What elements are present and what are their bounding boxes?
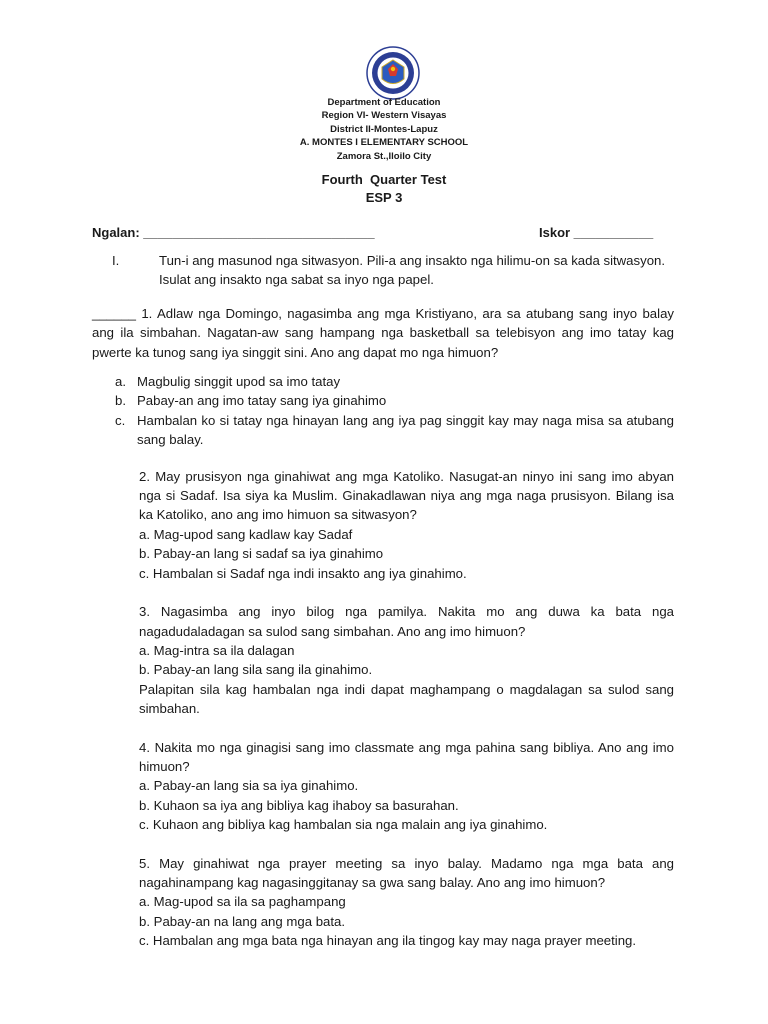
option-b: b. Pabay-an lang sila sang ila ginahimo. (139, 662, 373, 678)
option-c: c. Hambalan ang mga bata nga hinayan ang ila tingog kay may naga prayer meeting. (139, 933, 637, 949)
test-content (92, 251, 674, 970)
option-b: b. Pabay-an na lang ang mga bata. (139, 913, 346, 929)
question-1: ______ 1. Adlaw nga Domingo, nagasimba ang mga Kristiyano, ara sa atubang sang inyo balay ang ila simbahan. Nagatan-aw sang hampang nga basketball sa telebisyon ang imo tatay kag pwerte ka tunog sang iya singgit sini. Ano ang dapat mo nga himuon? (92, 305, 674, 360)
option-letter: c. (115, 412, 126, 428)
student-fields (92, 225, 672, 243)
option-c: c. Kuhaon ang bibliya kag hambalan sia nga malain ang iya ginahimo. (139, 817, 548, 833)
question-text: 3. Nagasimba ang inyo bilog nga pamilya. Nakita mo ang duwa ka bata nga nagadudaladagan sa sulod sang simbahan. Ano ang imo himuon? (139, 604, 674, 639)
option-text: Pabay-an ang imo tatay sang iya ginahimo (137, 393, 387, 409)
name-field[interactable]: Ngalan: ________________________________ (92, 225, 375, 240)
question-text: 2. May prusisyon nga ginahiwat ang mga Katoliko. Nasugat-an ninyo ini sang imo abyan nga si Sadaf. Isa siya ka Muslim. Ginakadlawan niya ang mga naga prusisyon. Bilang isa ka Katoliko, ano ang imo himuon sa sitwasyon? (139, 468, 674, 523)
option-b: b. Kuhaon sa iya ang bibliya kag ihaboy sa basurahan. (139, 797, 459, 813)
option-a (115, 372, 674, 391)
option-a: a. Mag-intra sa ila dalagan (139, 642, 295, 658)
header-line-district: District II-Montes-Lapuz (330, 123, 438, 135)
question-text: 4. Nakita mo nga ginagisi sang imo classmate ang mga pahina sang bibliya. Ano ang imo himuon? (139, 739, 674, 774)
option-c: c. Hambalan si Sadaf nga indi insakto ang iya ginahimo. (139, 565, 467, 581)
header-line-address: Zamora St.,Iloilo City (336, 150, 432, 162)
header-line-region: Region VI- Western Visayas (321, 110, 447, 122)
question-1-options (92, 372, 674, 450)
question-2 (139, 467, 674, 583)
option-a: a. Mag-upod sa ila sa paghampang (139, 894, 346, 910)
header-line-deped: Department of Education (327, 97, 441, 108)
option-b: b. Pabay-an lang si sadaf sa iya ginahimo (139, 546, 384, 562)
option-c: Palapitan sila kag hambalan nga indi dapat maghampang o magdalagan sa sulod sang simbahan. (139, 681, 674, 717)
header-line-school: A. MONTES I ELEMENTARY SCHOOL (299, 137, 469, 149)
option-letter: a. (115, 374, 126, 390)
score-field[interactable]: Iskor ___________ (539, 225, 654, 240)
question-3 (139, 602, 674, 718)
test-title: Fourth Quarter Test (321, 172, 447, 187)
instruction-text: Tun-i ang masunod nga sitwasyon. Pili-a ang insakto nga hilimu-on sa kada sitwasyon. Isulat ang insakto nga sabat sa inyo nga papel. (159, 253, 666, 288)
question-4 (139, 738, 674, 835)
option-text: Magbulig singgit upod sa imo tatay (137, 374, 341, 390)
question-text: 5. May ginahiwat nga prayer meeting sa inyo balay. Madamo nga mga bata ang nagahinampang kag nagasinggitanay sa gwa sang balay. Ano ang imo himuon? (139, 855, 674, 890)
option-a: a. Mag-upod sang kadlaw kay Sadaf (139, 526, 353, 542)
option-a: a. Pabay-an lang sia sa iya ginahimo. (139, 778, 359, 794)
deped-seal-logo (366, 46, 420, 100)
option-c (115, 411, 674, 450)
option-b (115, 391, 674, 410)
test-title-block (0, 171, 768, 207)
school-header (0, 96, 768, 163)
instruction-numeral: I. (112, 253, 120, 268)
question-5 (139, 854, 674, 951)
instruction (92, 251, 674, 290)
option-letter: b. (115, 393, 126, 409)
test-subject: ESP 3 (365, 190, 403, 205)
option-text: Hambalan ko si tatay nga hinayan lang ang iya pag singgit kay may naga misa sa atubang sang balay. (137, 412, 674, 448)
